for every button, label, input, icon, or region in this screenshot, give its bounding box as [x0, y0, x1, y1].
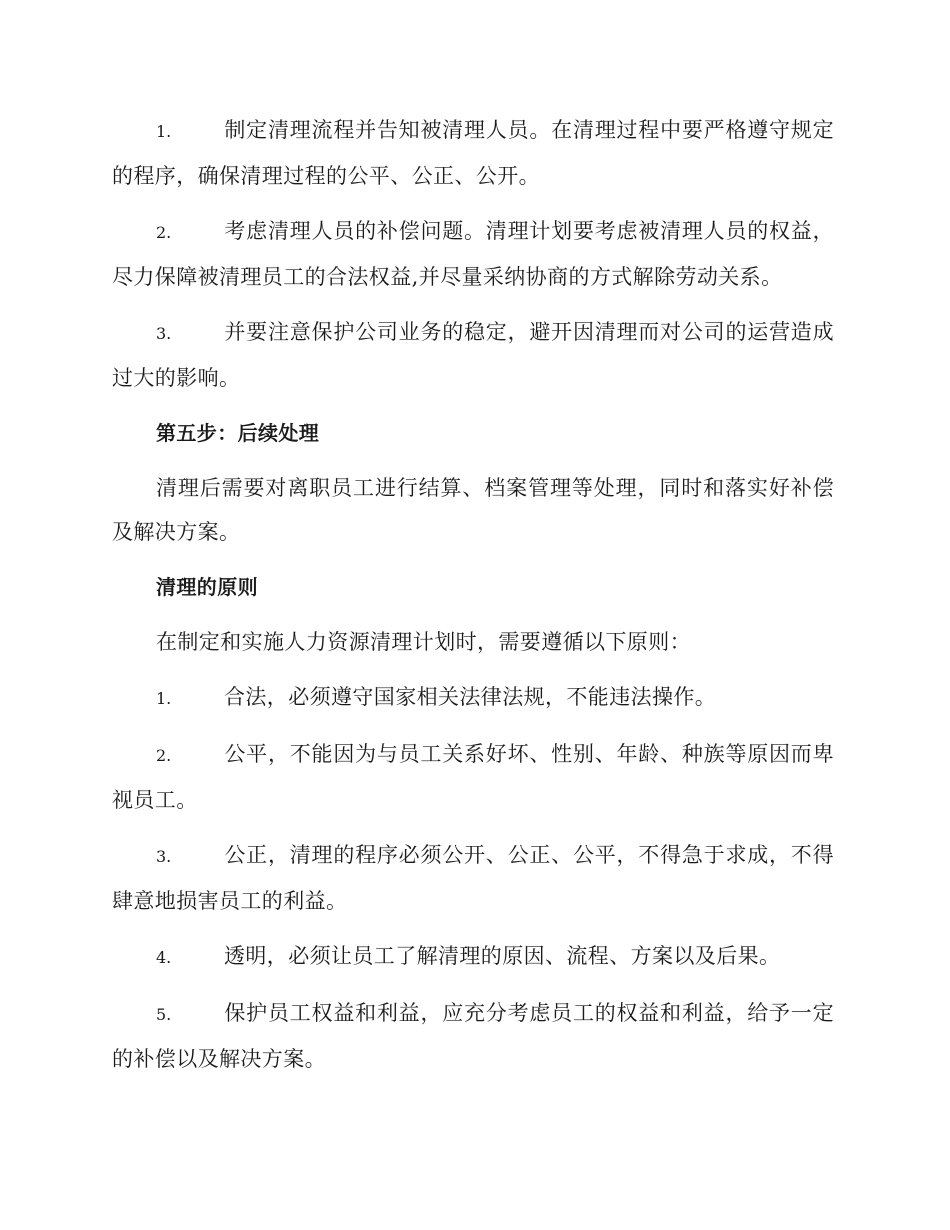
list-text: 保护员工权益和利益，应充分考虑员工的权益和利益，给予一定的补偿以及解决方案。 — [112, 1001, 834, 1071]
list-item — [112, 934, 834, 980]
list-number: 1. — [156, 689, 172, 708]
list-text: 公平，不能因为与员工关系好坏、性别、年龄、种族等原因而卑视员工。 — [112, 742, 834, 812]
list-number: 2. — [156, 746, 172, 765]
list-number: 3. — [156, 847, 172, 866]
list-item — [112, 675, 834, 721]
list-number: 3. — [156, 324, 172, 343]
step5-paragraph: 清理后需要对离职员工进行结算、档案管理等处理，同时和落实好补偿及解决方案。 — [112, 476, 834, 544]
list-text: 合法，必须遵守国家相关法律法规，不能违法操作。 — [224, 685, 717, 709]
list-item — [112, 991, 834, 1081]
principles-heading: 清理的原则 — [156, 575, 258, 599]
list-item — [112, 732, 834, 822]
list-number: 2. — [156, 223, 172, 242]
list-text: 考虑清理人员的补偿问题。清理计划要考虑被清理人员的权益，尽力保障被清理员工的合法权益,并尽量采纳协商的方式解除劳动关系。 — [112, 219, 834, 289]
list-text: 并要注意保护公司业务的稳定，避开因清理而对公司的运营造成过大的影响。 — [112, 320, 834, 390]
list-item — [112, 310, 834, 400]
list-number: 4. — [156, 948, 172, 967]
document-body — [112, 108, 834, 1092]
list-item — [112, 833, 834, 923]
principles-intro: 在制定和实施人力资源清理计划时，需要遵循以下原则： — [156, 630, 691, 654]
list-text: 透明，必须让员工了解清理的原因、流程、方案以及后果。 — [224, 944, 781, 968]
list-number: 5. — [156, 1005, 172, 1024]
list-text: 公正，清理的程序必须公开、公正、公平，不得急于求成，不得肆意地损害员工的利益。 — [112, 843, 834, 913]
list-text: 制定清理流程并告知被清理人员。在清理过程中要严格遵守规定的程序，确保清理过程的公平、公正、公开。 — [112, 118, 834, 188]
list-number: 1. — [156, 122, 172, 141]
step5-heading: 第五步：后续处理 — [156, 421, 320, 445]
list-item — [112, 108, 834, 198]
list-item — [112, 209, 834, 299]
